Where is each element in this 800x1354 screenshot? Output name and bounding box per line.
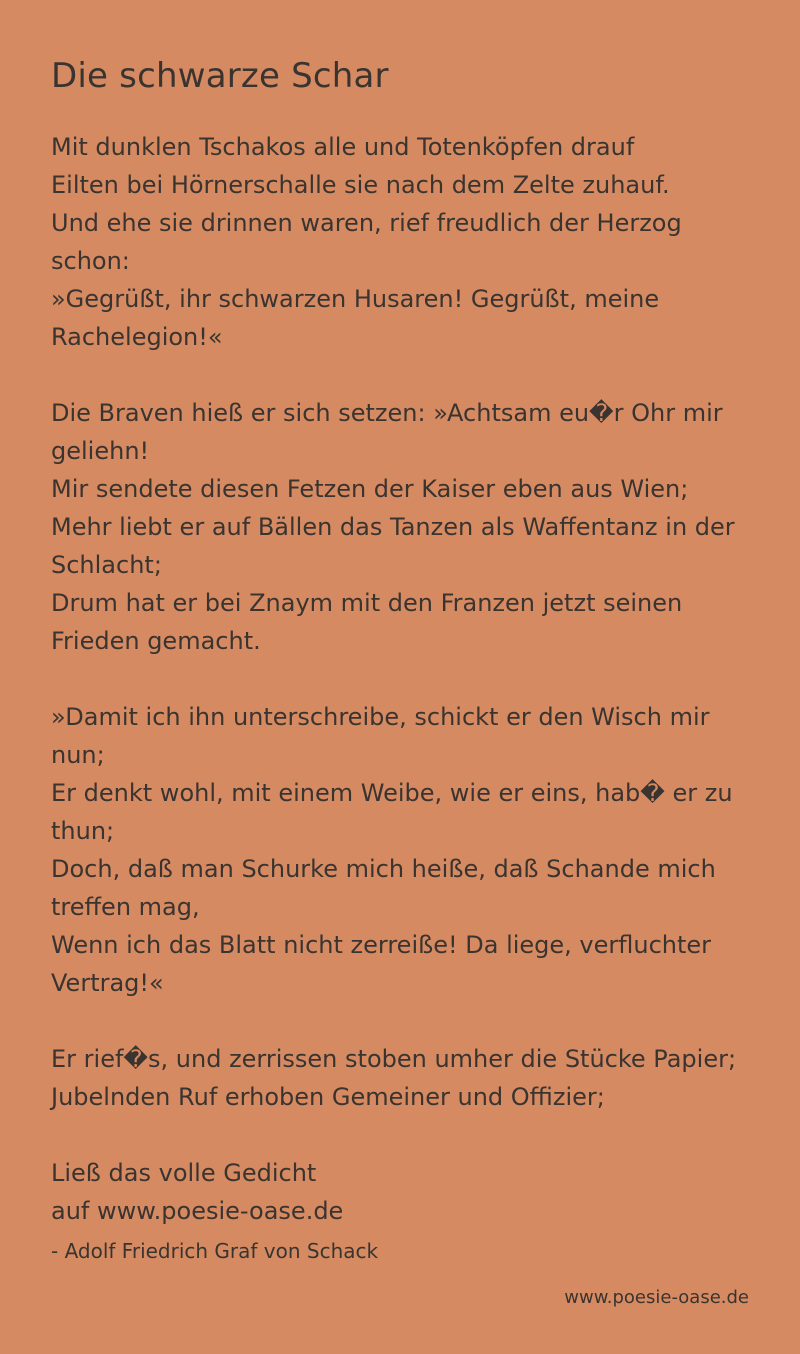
poem-line: Er rief�s, und zerrissen stoben umher die Stücke Papier; [51, 1045, 737, 1073]
poem-card [51, 52, 763, 1266]
poem-line: Doch, daß man Schurke mich heiße, daß Schande mich treffen mag, [51, 855, 716, 921]
read-more-note [51, 1154, 763, 1230]
poem-line: Mehr liebt er auf Bällen das Tanzen als Waffentanz in der Schlacht; [51, 513, 735, 579]
poem-line: Mir sendete diesen Fetzen der Kaiser eben aus Wien; [51, 475, 689, 503]
stanza-3 [51, 698, 763, 1002]
poem-line: Jubelnden Ruf erhoben Gemeiner und Offizier; [51, 1083, 605, 1111]
poem-line: Und ehe sie drinnen waren, rief freudlich der Herzog schon: [51, 209, 682, 275]
poem-line: »Gegrüßt, ihr schwarzen Husaren! Gegrüßt, meine Rachelegion!« [51, 285, 660, 351]
poem-line: Die Braven hieß er sich setzen: »Achtsam eu�r Ohr mir geliehn! [51, 399, 723, 465]
poem-line: Drum hat er bei Znaym mit den Franzen jetzt seinen Frieden gemacht. [51, 589, 683, 655]
poem-title: Die schwarze Schar [51, 56, 389, 96]
read-more-line: Ließ das volle Gedicht [51, 1159, 317, 1187]
stanza-2 [51, 394, 763, 660]
poem-line: »Damit ich ihn unterschreibe, schickt er den Wisch mir nun; [51, 703, 710, 769]
footer-website-link[interactable]: www.poesie-oase.de [564, 1287, 749, 1308]
poem-line: Mit dunklen Tschakos alle und Totenköpfen drauf [51, 133, 635, 161]
stanza-1 [51, 128, 763, 356]
poem-line: Wenn ich das Blatt nicht zerreiße! Da liege, verfluchter Vertrag!« [51, 931, 712, 997]
poem-line: Er denkt wohl, mit einem Weibe, wie er eins, hab� er zu thun; [51, 779, 733, 845]
stanza-4 [51, 1040, 763, 1116]
author-credit: - Adolf Friedrich Graf von Schack [51, 1239, 379, 1263]
poem-line: Eilten bei Hörnerschalle sie nach dem Zelte zuhauf. [51, 171, 670, 199]
read-more-link[interactable]: auf www.poesie-oase.de [51, 1197, 344, 1225]
